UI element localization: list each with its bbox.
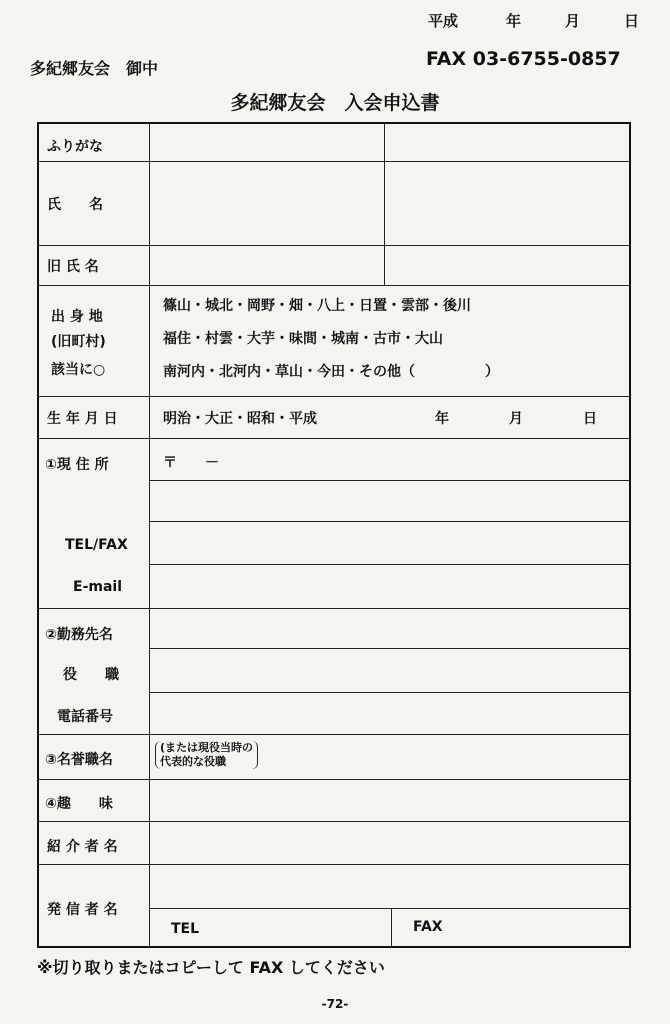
birthplace-options-3: 南河内・北河内・草山・今田・その他（ ） bbox=[163, 364, 499, 380]
label-old-town: (旧町村) bbox=[51, 334, 106, 350]
form-title: 多紀郷友会 入会申込書 bbox=[230, 92, 440, 114]
label-sender: 発 信 者 名 bbox=[47, 902, 118, 918]
honorary-note-line2: 代表的な役職 bbox=[160, 755, 226, 768]
line bbox=[149, 692, 629, 693]
date-era: 平成 bbox=[428, 12, 459, 30]
line bbox=[39, 608, 629, 609]
label-position: 役 職 bbox=[63, 667, 119, 683]
date-day: 日 bbox=[624, 12, 640, 30]
line bbox=[39, 245, 629, 246]
label-honorary-title: ③名誉職名 bbox=[45, 752, 113, 768]
label-birthdate: 生 年 月 日 bbox=[47, 411, 118, 427]
birthplace-options-2: 福住・村雲・大芋・味間・城南・古市・大山 bbox=[163, 331, 443, 347]
label-email: E-mail bbox=[73, 579, 123, 595]
birth-year-label: 年 bbox=[435, 411, 449, 427]
line bbox=[39, 779, 629, 780]
birthplace-options-1: 篠山・城北・岡野・畑・八上・日置・雲部・後川 bbox=[163, 298, 471, 314]
label-workplace: ②勤務先名 bbox=[45, 627, 113, 643]
label-phone: 電話番号 bbox=[57, 709, 113, 725]
application-form bbox=[37, 122, 631, 948]
birth-day-label: 日 bbox=[583, 411, 597, 427]
postal-code-mark: 〒 － bbox=[163, 455, 219, 471]
label-referrer: 紹 介 者 名 bbox=[47, 839, 118, 855]
honorary-note-line1: (または現役当時の bbox=[160, 741, 254, 754]
label-tel-fax: TEL/FAX bbox=[65, 537, 128, 553]
line bbox=[39, 821, 629, 822]
label-address: ①現 住 所 bbox=[45, 457, 109, 473]
line bbox=[39, 864, 629, 865]
name-split bbox=[384, 124, 385, 245]
label-circle-applicable: 該当に○ bbox=[51, 362, 106, 378]
line bbox=[149, 480, 629, 481]
birth-eras: 明治・大正・昭和・平成 bbox=[163, 411, 317, 427]
label-birthplace: 出 身 地 bbox=[51, 309, 103, 325]
line bbox=[39, 161, 629, 162]
line bbox=[149, 521, 629, 522]
footer-note: ※切り取りまたはコピーして FAX してください bbox=[37, 958, 385, 977]
date-month: 月 bbox=[565, 12, 581, 30]
label-hobby: ④趣 味 bbox=[45, 796, 113, 812]
line bbox=[149, 564, 629, 565]
page-number: -72- bbox=[321, 997, 349, 1011]
recipient: 多紀郷友会 御中 bbox=[30, 59, 159, 78]
date-line bbox=[428, 10, 639, 31]
label-furigana: ふりがな bbox=[47, 139, 103, 155]
line bbox=[39, 285, 629, 286]
sender-fax-label: FAX bbox=[413, 919, 443, 935]
label-former-name: 旧 氏 名 bbox=[47, 259, 99, 275]
fax-number: FAX 03-6755-0857 bbox=[426, 48, 621, 70]
line bbox=[39, 396, 629, 397]
line bbox=[39, 734, 629, 735]
date-year: 年 bbox=[506, 12, 522, 30]
label-name: 氏 名 bbox=[47, 197, 103, 213]
label-divider bbox=[149, 124, 150, 948]
former-name-split bbox=[384, 245, 385, 285]
line bbox=[149, 648, 629, 649]
sender-tel-label: TEL bbox=[171, 921, 200, 937]
line bbox=[39, 438, 629, 439]
honorary-note bbox=[155, 741, 258, 769]
line bbox=[149, 908, 629, 909]
sender-split bbox=[391, 908, 392, 948]
birth-month-label: 月 bbox=[509, 411, 523, 427]
